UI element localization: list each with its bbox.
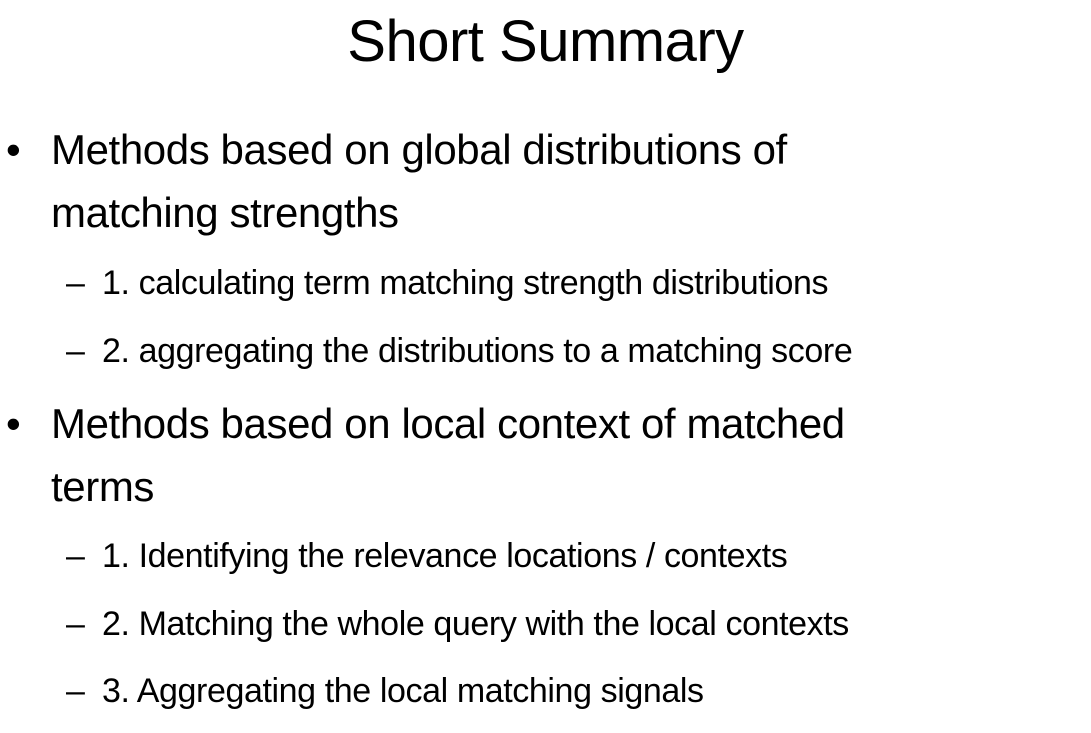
sub-item-text: 1. calculating term matching strength distributions: [102, 264, 829, 302]
dash-marker: –: [66, 672, 85, 710]
bullet-text-line: terms: [51, 463, 155, 510]
sub-item: [66, 601, 1086, 647]
sub-item-text: 1. Identifying the relevance locations / contexts: [102, 537, 788, 575]
bullet-marker: •: [6, 400, 21, 447]
sub-item-text: 3. Aggregating the local matching signals: [102, 672, 704, 710]
dash-marker: –: [66, 332, 85, 370]
sub-item: [66, 328, 1086, 374]
dash-marker: –: [66, 605, 85, 643]
sub-item: [66, 533, 1086, 579]
sub-item: [66, 260, 1086, 306]
sub-item-text: 2. aggregating the distributions to a matching score: [102, 332, 853, 370]
bullet-text-line: matching strengths: [51, 189, 399, 236]
sub-item-text: 2. Matching the whole query with the local contexts: [102, 605, 849, 643]
bullet-text-line: Methods based on local context of matched: [51, 400, 845, 447]
dash-marker: –: [66, 264, 85, 302]
sub-item: [66, 668, 1086, 714]
bullet-text-line: Methods based on global distributions of: [51, 126, 787, 173]
slide-title: Short Summary: [347, 9, 744, 74]
dash-marker: –: [66, 537, 85, 575]
bullet-marker: •: [6, 126, 21, 173]
